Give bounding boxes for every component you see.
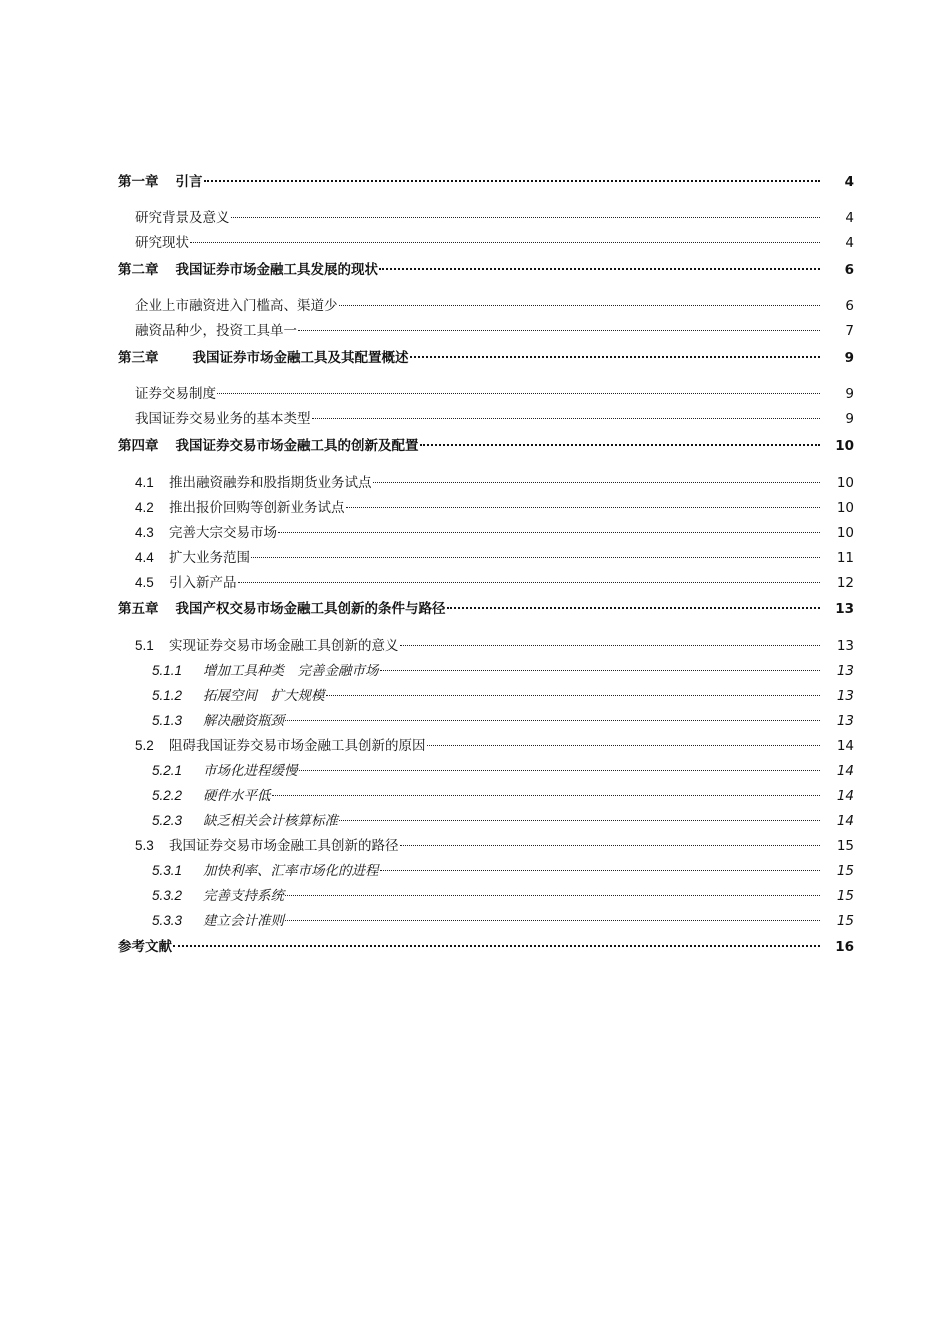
page-number: 4	[844, 174, 854, 190]
page-number: 4	[845, 235, 854, 251]
page-number: 15	[836, 888, 854, 904]
toc-section-entry[interactable]	[118, 495, 854, 520]
toc-entry-title	[135, 633, 399, 659]
toc-subsection-entry[interactable]	[118, 658, 854, 683]
section-number: 5.2.1	[152, 763, 183, 778]
dot-leader	[400, 645, 821, 646]
page-number: 14	[836, 738, 854, 754]
toc-entry-text: 扩大业务范围	[169, 550, 250, 566]
page-number: 15	[836, 913, 854, 929]
dot-leader	[380, 870, 821, 871]
toc-subsection-entry[interactable]	[118, 908, 854, 933]
toc-entry-title	[118, 436, 419, 456]
toc-section-entry[interactable]	[118, 294, 854, 319]
section-number: 5.3	[135, 838, 154, 853]
section-number: 5.1.3	[152, 713, 183, 728]
toc-entry-text: 市场化进程缓慢	[203, 763, 298, 779]
toc-entry-title	[152, 708, 284, 734]
toc-entry-title	[152, 908, 284, 934]
dot-leader	[272, 795, 821, 796]
toc-section-entry[interactable]	[118, 545, 854, 570]
toc-section-entry[interactable]	[118, 733, 854, 758]
toc-chapter-entry[interactable]	[118, 260, 854, 280]
toc-entry-text: 研究背景及意义	[135, 210, 230, 226]
toc-entry-title	[135, 570, 237, 596]
toc-entry-text: 我国证券市场金融工具发展的现状	[175, 262, 378, 278]
dot-leader	[217, 393, 820, 394]
section-number: 5.1	[135, 638, 154, 653]
toc-entry-text: 研究现状	[135, 235, 189, 251]
toc-entry-title	[118, 937, 172, 957]
toc-entry-text: 完善支持系统	[203, 888, 284, 904]
toc-entry-text: 我国证券交易市场金融工具的创新及配置	[175, 438, 419, 454]
dot-leader	[339, 305, 821, 306]
dot-leader	[231, 217, 821, 218]
page-number: 15	[836, 838, 854, 854]
toc-entry-title	[152, 808, 338, 834]
page-number: 13	[836, 688, 854, 704]
toc-entry-title	[135, 407, 311, 432]
toc-section-entry[interactable]	[118, 633, 854, 658]
toc-chapter-entry[interactable]	[118, 436, 854, 456]
page-number: 9	[844, 350, 854, 366]
dot-leader	[299, 770, 821, 771]
toc-section-entry[interactable]	[118, 570, 854, 595]
toc-entry-text: 完善大宗交易市场	[169, 525, 277, 541]
page-number: 9	[845, 411, 854, 427]
page-number: 7	[845, 323, 854, 339]
toc-section-entry[interactable]	[118, 319, 854, 344]
toc-entry-title	[152, 858, 379, 884]
toc-subsection-entry[interactable]	[118, 708, 854, 733]
toc-entry-title	[118, 260, 378, 280]
toc-entry-title	[118, 599, 446, 619]
chapter-number-label: 第三章	[118, 350, 159, 366]
section-number: 4.1	[135, 475, 154, 490]
dot-leader	[251, 557, 820, 558]
dot-leader	[204, 180, 821, 182]
toc-entry-title	[152, 683, 325, 709]
toc-entry-title	[118, 348, 409, 368]
section-number: 5.2	[135, 738, 154, 753]
toc-chapter-entry[interactable]	[118, 348, 854, 368]
toc-entry-title	[152, 883, 284, 909]
dot-leader	[420, 444, 821, 446]
toc-entry-text: 引入新产品	[169, 575, 237, 591]
section-number: 4.4	[135, 550, 154, 565]
toc-entry-title	[135, 520, 277, 546]
dot-leader	[326, 695, 821, 696]
dot-leader	[298, 330, 820, 331]
page-number: 10	[836, 500, 854, 516]
page-number: 14	[836, 788, 854, 804]
toc-entry-text: 融资品种少，投资工具单一	[135, 323, 297, 339]
toc-entry-text: 我国证券交易市场金融工具创新的路径	[169, 838, 399, 854]
page-number: 13	[836, 663, 854, 679]
section-number: 4.2	[135, 500, 154, 515]
toc-entry-text: 我国证券市场金融工具及其配置概述	[192, 350, 409, 366]
section-number: 4.3	[135, 525, 154, 540]
toc-entry-title	[135, 495, 345, 521]
toc-entry-title	[152, 758, 298, 784]
dot-leader	[278, 532, 820, 533]
page-number: 10	[836, 475, 854, 491]
toc-entry-text: 推出融资融券和股指期货业务试点	[169, 475, 372, 491]
toc-entry-title	[135, 231, 189, 256]
toc-chapter-entry[interactable]	[118, 599, 854, 619]
section-number: 5.1.1	[152, 663, 183, 678]
toc-entry-text: 我国产权交易市场金融工具创新的条件与路径	[175, 601, 446, 617]
toc-section-entry[interactable]	[118, 382, 854, 407]
dot-leader	[190, 242, 820, 243]
toc-entry-text: 阻碍我国证券交易市场金融工具创新的原因	[169, 738, 426, 754]
dot-leader	[238, 582, 821, 583]
page-number: 13	[836, 638, 854, 654]
page-number: 10	[835, 438, 854, 454]
toc-chapter-entry[interactable]	[118, 172, 854, 192]
dot-leader	[285, 720, 820, 721]
page-number: 13	[836, 713, 854, 729]
page-number: 14	[836, 813, 854, 829]
toc-entry-text: 硬件水平低	[203, 788, 271, 804]
toc-entry-title	[118, 172, 203, 192]
dot-leader	[427, 745, 821, 746]
dot-leader	[410, 356, 821, 358]
page-number: 15	[836, 863, 854, 879]
toc-entry-title	[135, 319, 297, 344]
toc-entry-title	[135, 294, 338, 319]
toc-entry-title	[152, 783, 271, 809]
toc-subsection-entry[interactable]	[118, 883, 854, 908]
chapter-number-label: 第一章	[118, 174, 159, 190]
toc-entry-text: 证券交易制度	[135, 386, 216, 402]
section-number: 4.5	[135, 575, 154, 590]
dot-leader	[346, 507, 821, 508]
toc-section-entry[interactable]	[118, 520, 854, 545]
toc-section-entry[interactable]	[118, 833, 854, 858]
page-number: 4	[845, 210, 854, 226]
toc-subsection-entry[interactable]	[118, 858, 854, 883]
toc-chapter-entry[interactable]	[118, 937, 854, 957]
toc-subsection-entry[interactable]	[118, 758, 854, 783]
toc-entry-title	[135, 733, 426, 759]
toc-entry-title	[135, 545, 250, 571]
section-number: 5.3.2	[152, 888, 183, 903]
toc-entry-title	[135, 833, 399, 859]
dot-leader	[380, 670, 821, 671]
toc-entry-text: 企业上市融资进入门槛高、渠道少	[135, 298, 338, 314]
dot-leader	[447, 607, 821, 609]
page-number: 9	[845, 386, 854, 402]
dot-leader	[285, 920, 820, 921]
page-number: 10	[836, 525, 854, 541]
section-number: 5.3.1	[152, 863, 183, 878]
toc-entry-text: 参考文献	[118, 939, 172, 955]
dot-leader	[379, 268, 820, 270]
toc-section-entry[interactable]	[118, 231, 854, 256]
page-number: 12	[836, 575, 854, 591]
table-of-contents	[118, 168, 854, 971]
toc-section-entry[interactable]	[118, 470, 854, 495]
chapter-number-label: 第二章	[118, 262, 159, 278]
chapter-number-label: 第五章	[118, 601, 159, 617]
page-number: 16	[835, 939, 854, 955]
toc-subsection-entry[interactable]	[118, 808, 854, 833]
toc-section-entry[interactable]	[118, 407, 854, 432]
section-number: 5.2.2	[152, 788, 183, 803]
dot-leader	[173, 945, 820, 947]
section-number: 5.1.2	[152, 688, 183, 703]
toc-entry-title	[135, 470, 372, 496]
section-number: 5.2.3	[152, 813, 183, 828]
toc-entry-title	[135, 206, 230, 231]
toc-entry-text: 增加工具种类 完善金融市场	[203, 663, 379, 679]
dot-leader	[373, 482, 821, 483]
dot-leader	[400, 845, 821, 846]
page-number: 6	[844, 262, 854, 278]
section-number: 5.3.3	[152, 913, 183, 928]
toc-entry-text: 引言	[175, 174, 203, 190]
toc-subsection-entry[interactable]	[118, 683, 854, 708]
toc-entry-text: 加快利率、汇率市场化的进程	[203, 863, 379, 879]
toc-entry-text: 缺乏相关会计核算标准	[203, 813, 338, 829]
page-number: 6	[845, 298, 854, 314]
page-number: 14	[836, 763, 854, 779]
toc-section-entry[interactable]	[118, 206, 854, 231]
toc-entry-text: 实现证券交易市场金融工具创新的意义	[169, 638, 399, 654]
chapter-number-label: 第四章	[118, 438, 159, 454]
dot-leader	[285, 895, 820, 896]
toc-entry-text: 推出报价回购等创新业务试点	[169, 500, 345, 516]
toc-entry-text: 建立会计准则	[203, 913, 284, 929]
page-number: 11	[836, 550, 854, 566]
toc-entry-title	[135, 382, 216, 407]
toc-subsection-entry[interactable]	[118, 783, 854, 808]
dot-leader	[339, 820, 820, 821]
toc-entry-text: 我国证券交易业务的基本类型	[135, 411, 311, 427]
page-number: 13	[835, 601, 854, 617]
toc-entry-title	[152, 658, 379, 684]
toc-entry-text: 解决融资瓶颈	[203, 713, 284, 729]
dot-leader	[312, 418, 821, 419]
toc-entry-text: 拓展空间 扩大规模	[203, 688, 325, 704]
